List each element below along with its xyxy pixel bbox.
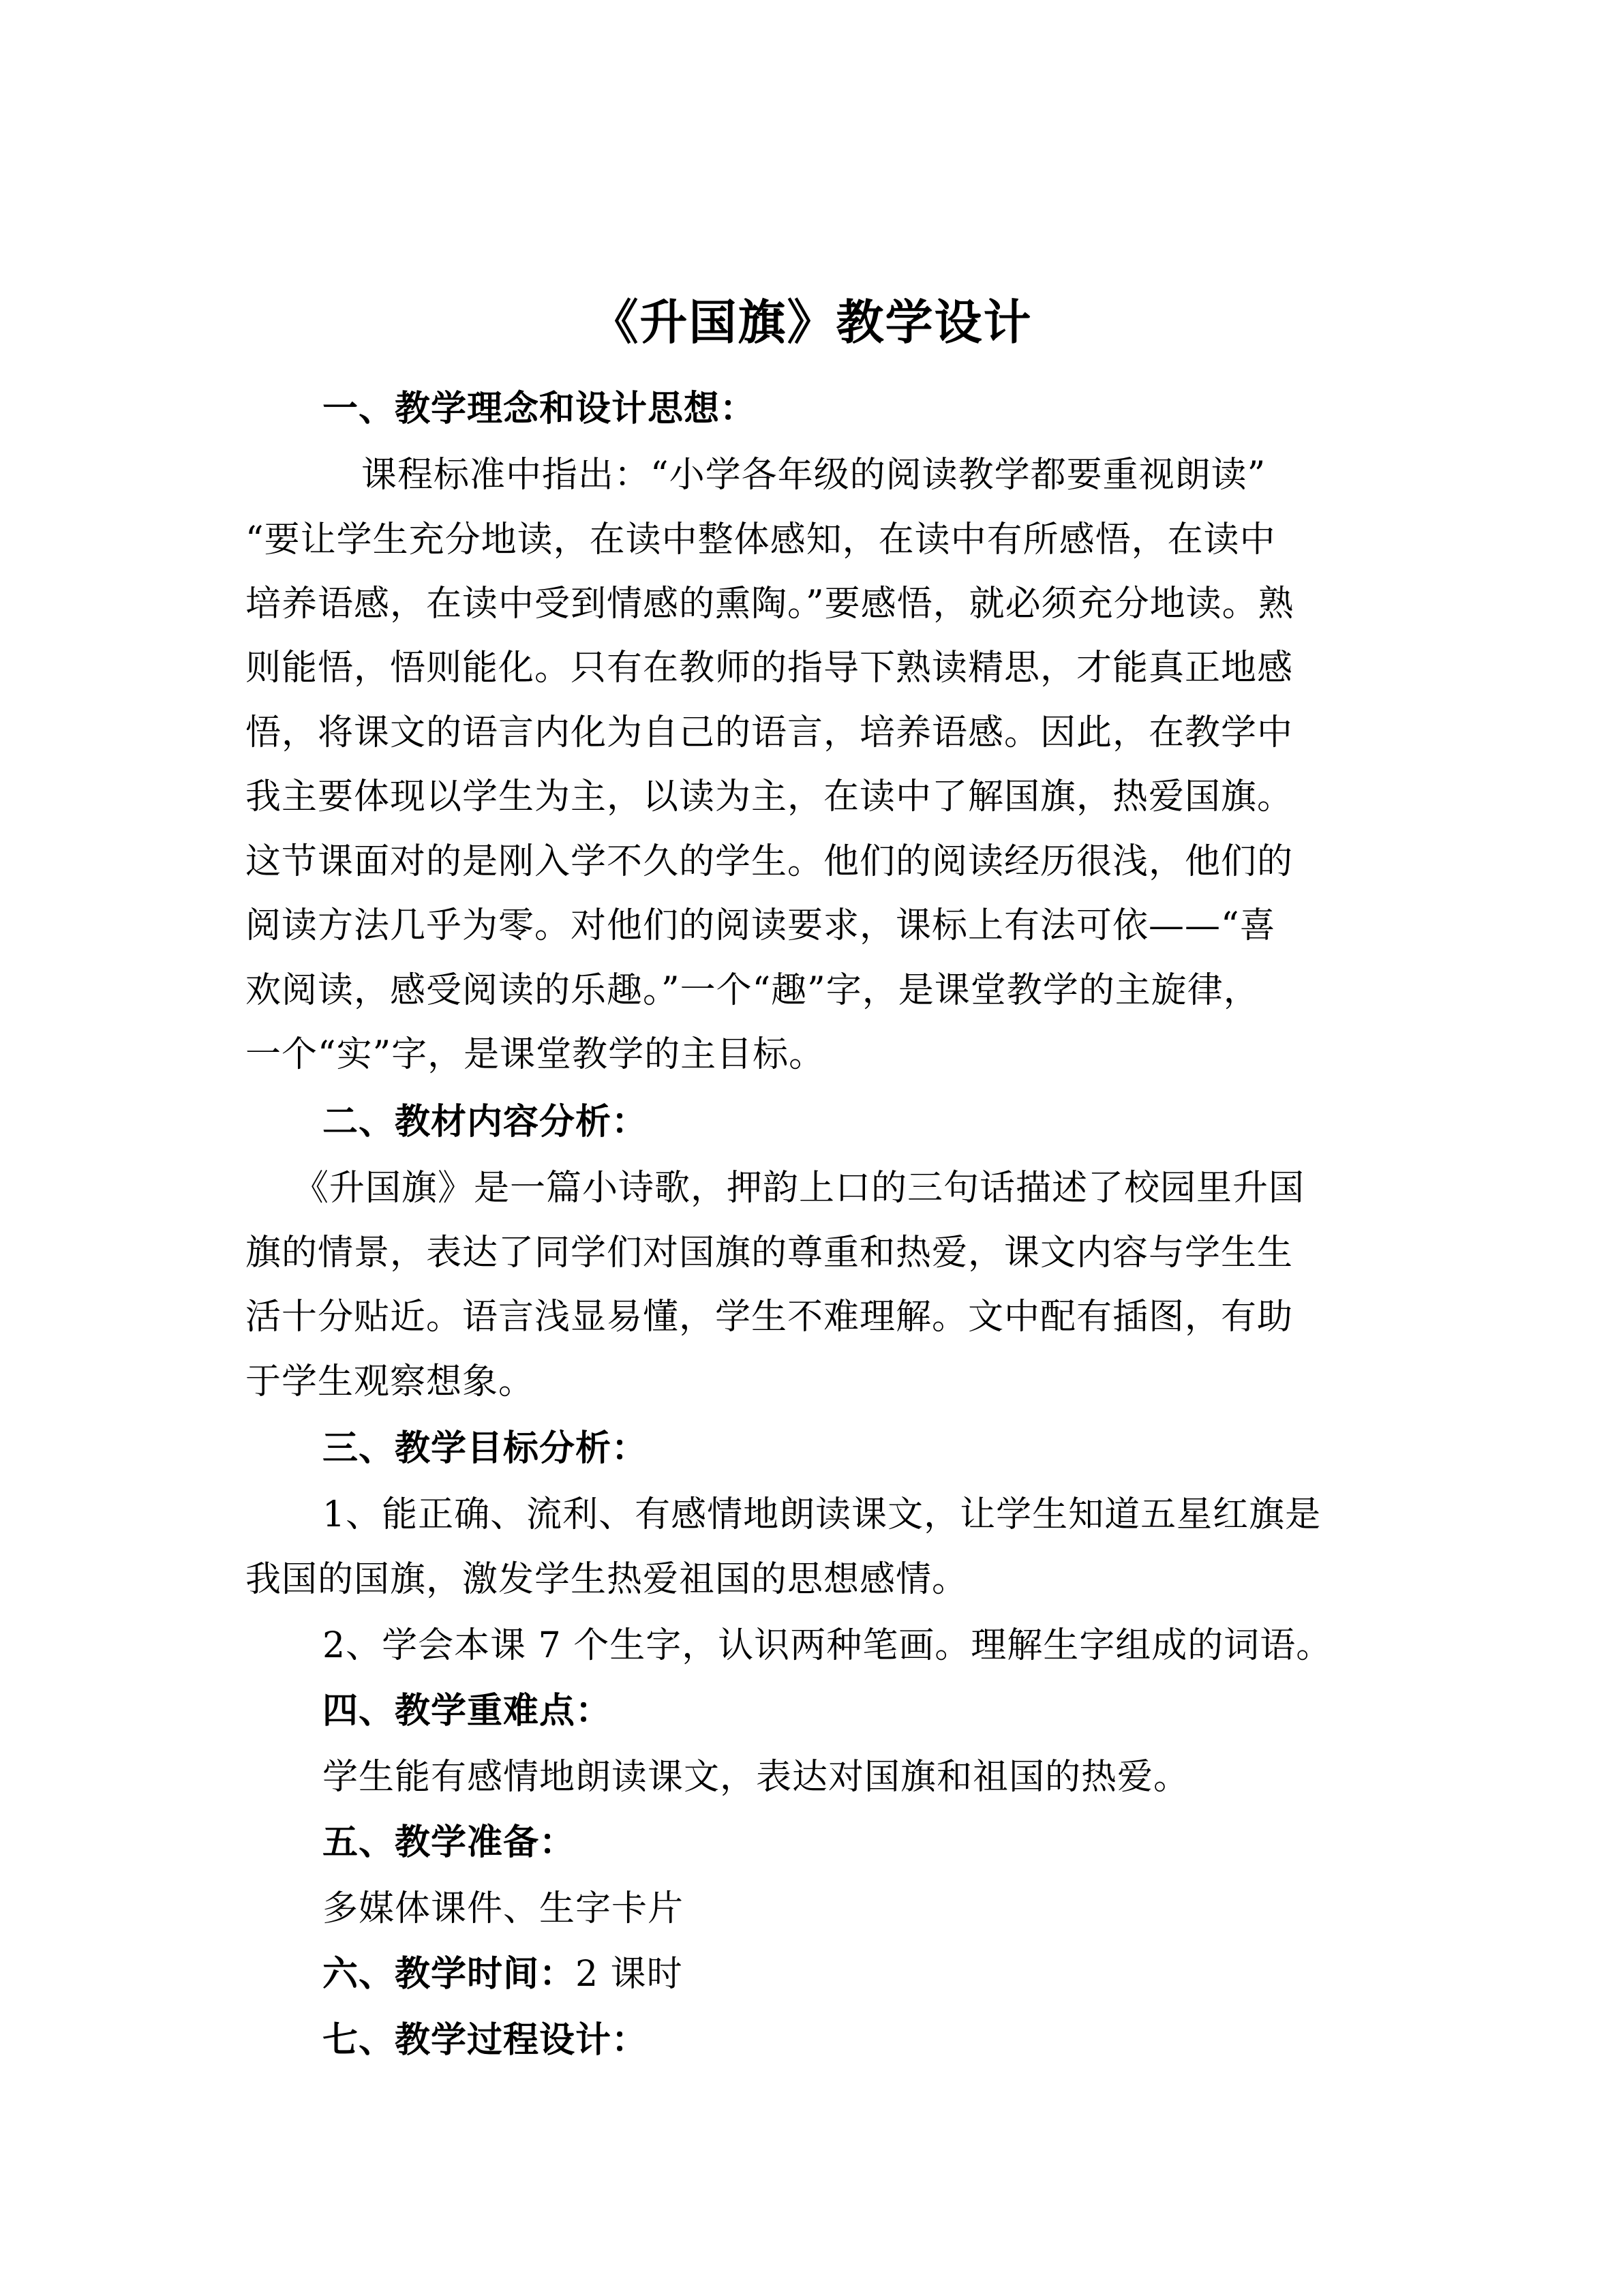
document-title: 《升国旗》教学设计	[590, 294, 1033, 350]
paragraph-line: 则能悟，悟则能化。只有在教师的指导下熟读精思，才能真正地感	[245, 648, 1294, 689]
paragraph-line: 一个“实”字，是课堂教学的主目标。	[245, 1034, 825, 1075]
paragraph-line: 阅读方法几乎为零。对他们的阅读要求，课标上有法可依——“喜	[245, 905, 1276, 946]
paragraph-line: 2、学会本课 7 个生字，认识两种笔画。理解生字组成的词语。	[322, 1625, 1333, 1666]
section-heading-2: 二、教材内容分析：	[322, 1101, 648, 1143]
paragraph-line: 这节课面对的是刚入学不久的学生。他们的阅读经历很浅，他们的	[245, 841, 1294, 882]
paragraph-line: 多媒体课件、生字卡片	[322, 1888, 684, 1929]
paragraph-line: 《升国旗》是一篇小诗歌，押韵上口的三句话描述了校园里升国	[293, 1168, 1305, 1209]
paragraph-line: 活十分贴近。语言浅显易懂，学生不难理解。文中配有插图，有助	[245, 1297, 1294, 1338]
section-heading-3: 三、教学目标分析：	[322, 1428, 648, 1469]
section-heading-6	[322, 1947, 1454, 2002]
paragraph-line: “要让学生充分地读，在读中整体感知，在读中有所感悟，在读中	[245, 519, 1276, 560]
paragraph-line: 学生能有感情地朗读课文，表达对国旗和祖国的热爱。	[322, 1757, 1190, 1798]
paragraph-line: 1、能正确、流利、有感情地朗读课文，让学生知道五星红旗是	[322, 1494, 1322, 1535]
section-heading-1: 一、教学理念和设计思想：	[322, 388, 757, 429]
section-label: 六、教学时间：	[322, 1953, 576, 1995]
paragraph-line: 悟，将课文的语言内化为自己的语言，培养语感。因此，在教学中	[245, 712, 1294, 753]
paragraph-line: 旗的情景，表达了同学们对国旗的尊重和热爱，课文内容与学生生	[245, 1233, 1294, 1273]
section-value: 2 课时	[575, 1954, 683, 1995]
paragraph-line: 培养语感，在读中受到情感的熏陶。”要感悟，就必须充分地读。熟	[245, 584, 1294, 624]
paragraph-line: 课程标准中指出：“小学各年级的阅读教学都要重视朗读”	[361, 455, 1266, 496]
paragraph-line: 欢阅读，感受阅读的乐趣。”一个“趣”字，是课堂教学的主旋律，	[245, 970, 1260, 1011]
section-heading-4: 四、教学重难点：	[322, 1690, 612, 1732]
paragraph-line: 于学生观察想象。	[245, 1361, 535, 1402]
paragraph-line: 我国的国旗，激发学生热爱祖国的思想感情。	[245, 1559, 969, 1600]
paragraph-line: 我主要体现以学生为主，以读为主，在读中了解国旗，热爱国旗。	[245, 776, 1294, 817]
section-heading-7: 七、教学过程设计：	[322, 2019, 648, 2061]
section-heading-5: 五、教学准备：	[322, 1822, 576, 1863]
